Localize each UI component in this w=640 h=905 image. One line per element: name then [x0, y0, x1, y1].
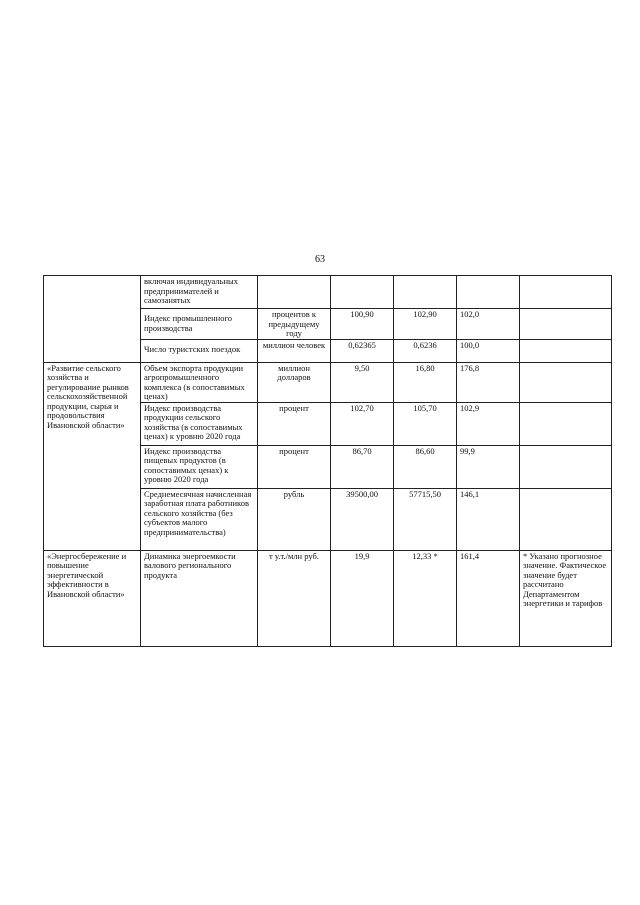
- value-cell: 86,70: [331, 445, 394, 488]
- percent-cell: 176,8: [457, 362, 520, 402]
- value-cell: 57715,50: [394, 488, 457, 550]
- program-cell: «Развитие сельского хозяйства и регулирование рынков сельскохозяйственной продукции, сырья и продовольствия Ивановской области»: [44, 362, 141, 550]
- note-cell: [520, 488, 612, 550]
- indicator-cell: Число туристских поездок: [141, 339, 258, 362]
- note-cell: [520, 402, 612, 445]
- value-cell: 0,6236: [394, 339, 457, 362]
- note-cell: [520, 362, 612, 402]
- page-number: 63: [315, 254, 325, 265]
- value-cell: 0,62365: [331, 339, 394, 362]
- indicator-cell: Среднемесячная начисленная заработная плата работников сельского хозяйства (без субъектов малого предпринимательства): [141, 488, 258, 550]
- program-cell: [44, 276, 141, 363]
- unit-cell: процент: [258, 445, 331, 488]
- value-cell: 86,60: [394, 445, 457, 488]
- indicator-cell: Индекс производства продукции сельского хозяйства (в сопоставимых ценах) к уровню 2020 года: [141, 402, 258, 445]
- unit-cell: рубль: [258, 488, 331, 550]
- unit-cell: миллион долларов: [258, 362, 331, 402]
- value-cell: 12,33 *: [394, 550, 457, 646]
- percent-cell: 100,0: [457, 339, 520, 362]
- indicator-cell: Динамика энергоемкости валового регионального продукта: [141, 550, 258, 646]
- indicators-table: [43, 275, 612, 647]
- indicator-cell: Объем экспорта продукции агропромышленного комплекса (в сопоставимых ценах): [141, 362, 258, 402]
- percent-cell: 146,1: [457, 488, 520, 550]
- value-cell: [331, 276, 394, 309]
- percent-cell: 102,0: [457, 309, 520, 340]
- note-cell: [520, 276, 612, 309]
- note-cell: * Указано прогнозное значение. Фактическое значение будет рассчитано Департаментом энергетики и тарифов: [520, 550, 612, 646]
- indicator-cell: Индекс промышленного производства: [141, 309, 258, 340]
- unit-cell: процент: [258, 402, 331, 445]
- table-row: [44, 550, 612, 646]
- percent-cell: 161,4: [457, 550, 520, 646]
- value-cell: 102,70: [331, 402, 394, 445]
- percent-cell: 99,9: [457, 445, 520, 488]
- value-cell: 9,50: [331, 362, 394, 402]
- table-row: [44, 276, 612, 309]
- program-cell: «Энергосбережение и повышение энергетической эффективности в Ивановской области»: [44, 550, 141, 646]
- table-row: [44, 362, 612, 402]
- value-cell: 19,9: [331, 550, 394, 646]
- unit-cell: процентов к предыдущему году: [258, 309, 331, 340]
- unit-cell: [258, 276, 331, 309]
- note-cell: [520, 309, 612, 340]
- indicator-cell: Индекс производства пищевых продуктов (в сопоставимых ценах) к уровню 2020 года: [141, 445, 258, 488]
- note-cell: [520, 339, 612, 362]
- indicator-cell: включая индивидуальных предпринимателей и самозанятых: [141, 276, 258, 309]
- value-cell: 16,80: [394, 362, 457, 402]
- value-cell: [394, 276, 457, 309]
- percent-cell: [457, 276, 520, 309]
- value-cell: 105,70: [394, 402, 457, 445]
- value-cell: 102,90: [394, 309, 457, 340]
- value-cell: 39500,00: [331, 488, 394, 550]
- value-cell: 100,90: [331, 309, 394, 340]
- unit-cell: т у.т./млн руб.: [258, 550, 331, 646]
- unit-cell: миллион человек: [258, 339, 331, 362]
- percent-cell: 102,9: [457, 402, 520, 445]
- note-cell: [520, 445, 612, 488]
